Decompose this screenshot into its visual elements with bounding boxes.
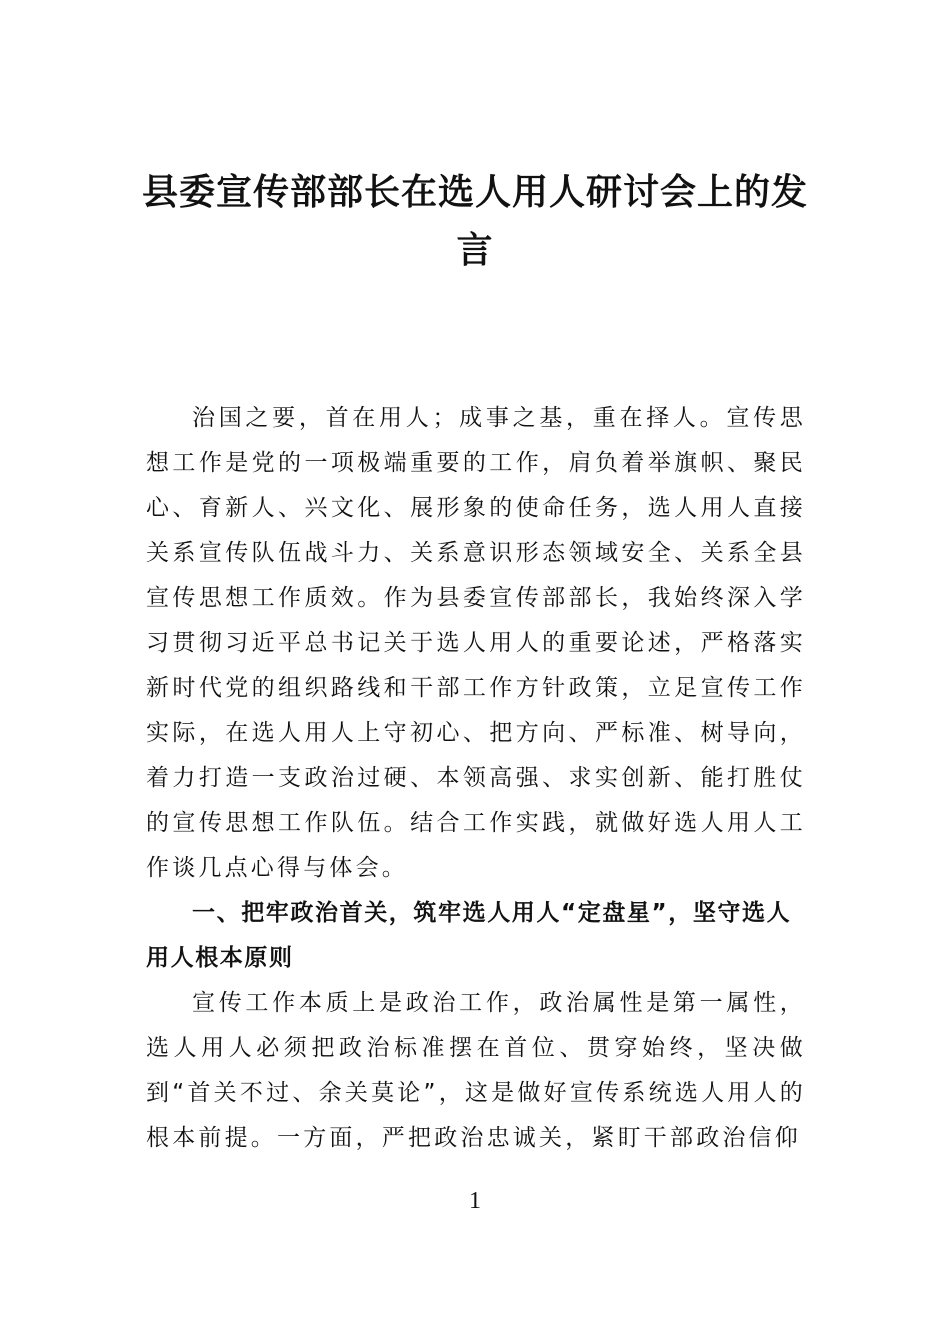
section-heading-1: 一、把牢政治首关，筑牢选人用人“定盘星”，坚守选人用人根本原则 bbox=[146, 900, 792, 971]
intro-paragraph: 治国之要，首在用人；成事之基，重在择人。宣传思想工作是党的一项极端重要的工作，肩负着举旗帜、聚民心、育新人、兴文化、展形象的使命任务，选人用人直接关系宣传队伍战斗力、关系意识形态领域安全、关系全县宣传思想工作质效。作为县委宣传部部长，我始终深入学习贯彻习近平总书记关于选人用人的重要论述，严格落实新时代党的组织路线和干部工作方针政策，立足宣传工作实际，在选人用人上守初心、把方向、严标准、树导向，着力打造一支政治过硬、本领高强、求实创新、能打胜仗的宣传思想工作队伍。结合工作实践，就做好选人用人工作谈几点心得与体会。 bbox=[146, 405, 806, 881]
document-body bbox=[146, 396, 806, 1161]
title-line-1: 县委宣传部部长在选人用人研讨会上的发 bbox=[141, 171, 808, 213]
page-number: 1 bbox=[469, 1188, 481, 1214]
title-line-2: 言 bbox=[456, 229, 494, 271]
section-1-paragraph: 宣传工作本质上是政治工作，政治属性是第一属性，选人用人必须把政治标准摆在首位、贯穿始终，坚决做到“首关不过、余关莫论”，这是做好宣传系统选人用人的根本前提。一方面，严把政治忠诚关，紧盯干部政治信仰 bbox=[146, 990, 806, 1151]
document-title bbox=[130, 163, 820, 279]
